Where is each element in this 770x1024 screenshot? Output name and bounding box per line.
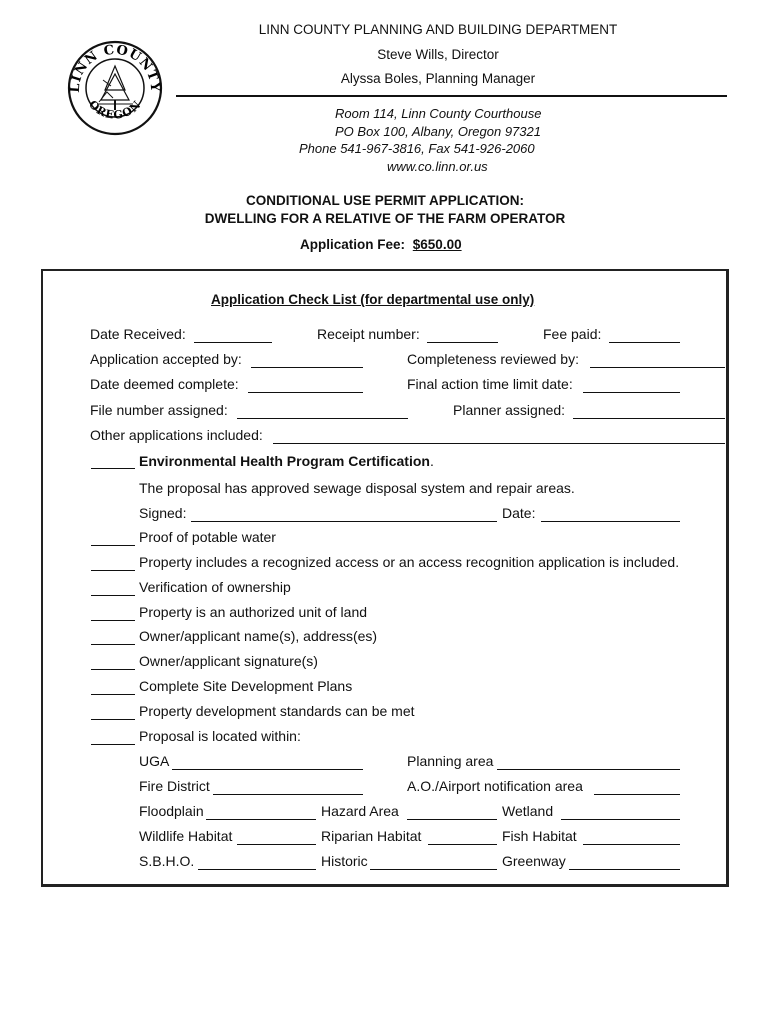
fee-paid-field[interactable] <box>609 341 680 343</box>
item-blank[interactable] <box>91 643 135 645</box>
fee-paid-label: Fee paid: <box>543 326 602 342</box>
item-blank[interactable] <box>91 569 135 571</box>
uga-label: UGA <box>139 753 170 769</box>
ehp-title: Environmental Health Program Certification <box>139 453 430 469</box>
item-authorized-unit: Property is an authorized unit of land <box>139 604 368 620</box>
item-blank[interactable] <box>91 743 135 745</box>
hazard-field[interactable] <box>407 818 497 820</box>
receipt-number-field[interactable] <box>427 341 498 343</box>
item-potable-water: Proof of potable water <box>139 529 276 545</box>
fee-value: $650.00 <box>412 237 462 252</box>
item-site-plans: Complete Site Development Plans <box>139 678 353 694</box>
director-name: Steve Wills, Director <box>377 47 499 62</box>
fish-label: Fish Habitat <box>502 828 577 844</box>
historic-field[interactable] <box>370 868 497 870</box>
planner-field[interactable] <box>573 417 725 419</box>
svg-text:OREGON: OREGON <box>86 97 144 122</box>
file-number-field[interactable] <box>237 417 408 419</box>
department-name: LINN COUNTY PLANNING AND BUILDING DEPARTMENT <box>258 22 618 37</box>
riparian-label: Riparian Habitat <box>321 828 422 844</box>
greenway-field[interactable] <box>569 868 680 870</box>
planning-area-label: Planning area <box>407 753 494 769</box>
deemed-complete-field[interactable] <box>248 391 363 393</box>
date-field[interactable] <box>541 520 680 522</box>
final-action-label: Final action time limit date: <box>407 376 573 392</box>
date-received-field[interactable] <box>194 341 272 343</box>
signed-label: Signed: <box>139 505 187 521</box>
planner-label: Planner assigned: <box>453 402 566 418</box>
hazard-label: Hazard Area <box>321 803 399 819</box>
final-action-field[interactable] <box>583 391 680 393</box>
item-owner-signature: Owner/applicant signature(s) <box>139 653 318 669</box>
airport-label: A.O./Airport notification area <box>407 778 583 794</box>
address-line-2: PO Box 100, Albany, Oregon 97321 <box>335 124 541 139</box>
wildlife-label: Wildlife Habitat <box>139 828 233 844</box>
address-line-1: Room 114, Linn County Courthouse <box>335 106 542 121</box>
accepted-by-label: Application accepted by: <box>90 351 242 367</box>
website-link[interactable]: www.co.linn.or.us <box>387 159 488 174</box>
date-label: Date: <box>502 505 536 521</box>
greenway-label: Greenway <box>502 853 566 869</box>
svg-text:LINN COUNTY: LINN COUNTY <box>67 42 163 94</box>
historic-label: Historic <box>321 853 368 869</box>
wetland-field[interactable] <box>561 818 680 820</box>
item-access: Property includes a recognized access or an access recognition application is included. <box>139 554 680 570</box>
item-blank[interactable] <box>91 544 135 546</box>
completeness-field[interactable] <box>590 366 725 368</box>
form-title-2: DWELLING FOR A RELATIVE OF THE FARM OPERATOR <box>204 211 566 226</box>
form-title-1: CONDITIONAL USE PERMIT APPLICATION: <box>245 193 524 208</box>
phone-fax: Phone 541-967-3816, Fax 541-926-2060 <box>299 141 535 156</box>
floodplain-field[interactable] <box>206 818 316 820</box>
deemed-complete-label: Date deemed complete: <box>90 376 239 392</box>
planning-area-field[interactable] <box>497 768 680 770</box>
accepted-by-field[interactable] <box>251 366 363 368</box>
header-rule <box>176 95 727 97</box>
item-blank[interactable] <box>91 619 135 621</box>
ehp-period: . <box>429 453 434 469</box>
item-ownership: Verification of ownership <box>139 579 291 595</box>
sbho-field[interactable] <box>198 868 316 870</box>
wetland-label: Wetland <box>502 803 554 819</box>
ehp-check-blank[interactable] <box>91 467 135 469</box>
receipt-number-label: Receipt number: <box>317 326 420 342</box>
riparian-field[interactable] <box>428 843 497 845</box>
other-apps-label: Other applications included: <box>90 427 263 443</box>
planning-manager: Alyssa Boles, Planning Manager <box>340 71 536 86</box>
application-fee <box>300 237 462 252</box>
sewage-text: The proposal has approved sewage disposal system and repair areas. <box>139 480 575 496</box>
linn-county-seal <box>67 40 163 136</box>
file-number-label: File number assigned: <box>90 402 228 418</box>
item-standards: Property development standards can be met <box>139 703 415 719</box>
item-located-within: Proposal is located within: <box>139 728 301 744</box>
item-owner-name: Owner/applicant name(s), address(es) <box>139 628 378 644</box>
other-apps-field[interactable] <box>273 442 725 444</box>
floodplain-label: Floodplain <box>139 803 204 819</box>
fee-label: Application Fee: <box>300 237 406 252</box>
airport-field[interactable] <box>594 793 680 795</box>
fish-field[interactable] <box>583 843 680 845</box>
date-received-label: Date Received: <box>90 326 186 342</box>
item-blank[interactable] <box>91 718 135 720</box>
uga-field[interactable] <box>172 768 363 770</box>
fire-district-field[interactable] <box>213 793 363 795</box>
fire-district-label: Fire District <box>139 778 210 794</box>
item-blank[interactable] <box>91 594 135 596</box>
item-blank[interactable] <box>91 668 135 670</box>
checklist-heading: Application Check List (for departmental use only) <box>211 292 535 307</box>
sbho-label: S.B.H.O. <box>139 853 195 869</box>
item-blank[interactable] <box>91 693 135 695</box>
completeness-label: Completeness reviewed by: <box>407 351 579 367</box>
signed-field[interactable] <box>191 520 497 522</box>
ehp-label <box>139 453 434 469</box>
wildlife-field[interactable] <box>237 843 316 845</box>
